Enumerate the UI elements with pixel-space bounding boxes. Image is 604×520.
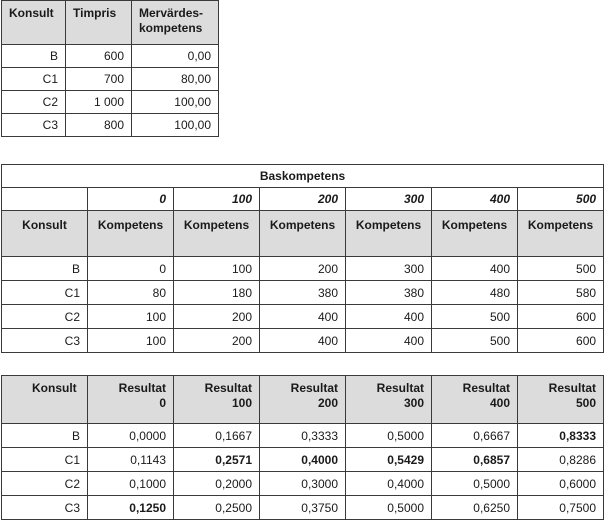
cell-mervarde: 100,00 (132, 91, 219, 114)
cell-value: 0,6250 (432, 496, 518, 520)
cell-timpris: 700 (66, 68, 132, 91)
cell-value: 0,0000 (88, 424, 174, 448)
table-row (2, 472, 604, 496)
cell-value: 100 (174, 257, 260, 281)
level-row (2, 188, 604, 211)
cell-value-highlight: 0,2571 (174, 448, 260, 472)
cell-value: 380 (260, 281, 346, 305)
cell-value: 0,3750 (260, 496, 346, 520)
cell-value: 200 (174, 305, 260, 329)
cell-value-highlight: 0,6857 (432, 448, 518, 472)
table-row (2, 448, 604, 472)
resultat-level: 300 (403, 396, 424, 410)
cell-value-highlight: 0,1250 (88, 496, 174, 520)
cell-value: 500 (432, 329, 518, 353)
cell-mervarde: 0,00 (132, 45, 219, 68)
cell-timpris: 1 000 (66, 91, 132, 114)
col-header-timpris: Timpris (66, 1, 132, 45)
col-header-konsult: Konsult (2, 1, 66, 45)
resultat-label: Resultat (376, 381, 424, 395)
cell-konsult: C2 (2, 305, 88, 329)
table-row (2, 68, 219, 91)
resultat-level: 500 (575, 396, 596, 410)
baskompetens-table (1, 164, 604, 353)
cell-value-highlight: 0,4000 (260, 448, 346, 472)
col-header-konsult: Konsult (2, 211, 88, 257)
cell-value: 180 (174, 281, 260, 305)
col-header-line-1: Mervärdes- (139, 6, 204, 20)
resultat-level: 100 (231, 396, 252, 410)
col-header-kompetens: Kompetens (174, 211, 260, 257)
col-header-kompetens: Kompetens (518, 211, 604, 257)
cell-konsult: C3 (2, 496, 88, 520)
col-header-resultat (346, 376, 432, 424)
col-header-kompetens: Kompetens (346, 211, 432, 257)
cell-value-highlight: 0,5429 (346, 448, 432, 472)
col-header-kompetens: Kompetens (88, 211, 174, 257)
cell-konsult: B (2, 257, 88, 281)
col-header-kompetens: Kompetens (260, 211, 346, 257)
cell-konsult: C3 (2, 114, 66, 137)
table-row (2, 281, 604, 305)
level-header: 400 (432, 188, 518, 211)
cell-konsult: C1 (2, 68, 66, 91)
resultat-level: 0 (159, 396, 166, 410)
cell-value: 500 (518, 257, 604, 281)
resultat-table (1, 375, 604, 520)
cell-value: 600 (518, 305, 604, 329)
resultat-level: 200 (317, 396, 338, 410)
cell-value-highlight: 0,8333 (518, 424, 604, 448)
cell-value: 0,1000 (88, 472, 174, 496)
cell-value: 200 (174, 329, 260, 353)
cell-value: 580 (518, 281, 604, 305)
cell-value: 0,5000 (346, 424, 432, 448)
cell-mervarde: 100,00 (132, 114, 219, 137)
cell-value: 0,5000 (432, 472, 518, 496)
cell-timpris: 600 (66, 45, 132, 68)
cell-value: 0 (88, 257, 174, 281)
cell-value: 480 (432, 281, 518, 305)
cell-value: 400 (432, 257, 518, 281)
cell-value: 200 (260, 257, 346, 281)
cell-value: 400 (346, 305, 432, 329)
cell-value: 0,1143 (88, 448, 174, 472)
cell-value: 400 (346, 329, 432, 353)
table-row (2, 91, 219, 114)
col-header-resultat (518, 376, 604, 424)
cell-value: 0,5000 (346, 496, 432, 520)
cell-value: 0,3333 (260, 424, 346, 448)
table-title: Baskompetens (2, 165, 604, 188)
cell-value: 0,2500 (174, 496, 260, 520)
table-header-row (2, 211, 604, 257)
cell-value: 0,3000 (260, 472, 346, 496)
cell-konsult: B (2, 45, 66, 68)
level-header: 100 (174, 188, 260, 211)
cell-value: 400 (260, 305, 346, 329)
empty-cell (2, 188, 88, 211)
table-title-row (2, 165, 604, 188)
cell-value: 100 (88, 329, 174, 353)
resultat-label: Resultat (290, 381, 338, 395)
col-header-resultat (260, 376, 346, 424)
cell-value: 100 (88, 305, 174, 329)
table-row (2, 496, 604, 520)
cell-value: 400 (260, 329, 346, 353)
cell-value: 0,2000 (174, 472, 260, 496)
level-header: 300 (346, 188, 432, 211)
col-header-resultat (174, 376, 260, 424)
resultat-label: Resultat (118, 381, 166, 395)
cell-value: 0,6000 (518, 472, 604, 496)
cell-mervarde: 80,00 (132, 68, 219, 91)
table-row (2, 45, 219, 68)
table-header-row (2, 376, 604, 424)
cell-value: 300 (346, 257, 432, 281)
resultat-label: Resultat (462, 381, 510, 395)
resultat-level: 400 (489, 396, 510, 410)
col-header-mervardeskompetens (132, 1, 219, 45)
cell-konsult: B (2, 424, 88, 448)
table-row (2, 257, 604, 281)
table-row (2, 329, 604, 353)
cell-konsult: C2 (2, 91, 66, 114)
col-header-resultat (432, 376, 518, 424)
level-header: 200 (260, 188, 346, 211)
cell-konsult: C2 (2, 472, 88, 496)
table-header-row (2, 1, 219, 45)
cell-value: 0,8286 (518, 448, 604, 472)
level-header: 0 (88, 188, 174, 211)
cell-konsult: C3 (2, 329, 88, 353)
cell-value: 0,6667 (432, 424, 518, 448)
cell-value: 80 (88, 281, 174, 305)
cell-value: 0,4000 (346, 472, 432, 496)
col-header-resultat (88, 376, 174, 424)
cell-value: 600 (518, 329, 604, 353)
table-row (2, 305, 604, 329)
col-header-line-2: kompetens (139, 21, 203, 35)
cell-value: 380 (346, 281, 432, 305)
table-row (2, 424, 604, 448)
cell-timpris: 800 (66, 114, 132, 137)
cell-value: 500 (432, 305, 518, 329)
cell-value: 0,7500 (518, 496, 604, 520)
level-header: 500 (518, 188, 604, 211)
col-header-konsult: Konsult (2, 376, 88, 424)
col-header-kompetens: Kompetens (432, 211, 518, 257)
cell-value: 0,1667 (174, 424, 260, 448)
cell-konsult: C1 (2, 281, 88, 305)
resultat-label: Resultat (548, 381, 596, 395)
cell-konsult: C1 (2, 448, 88, 472)
hourly-rate-table (1, 0, 219, 137)
table-row (2, 114, 219, 137)
resultat-label: Resultat (204, 381, 252, 395)
